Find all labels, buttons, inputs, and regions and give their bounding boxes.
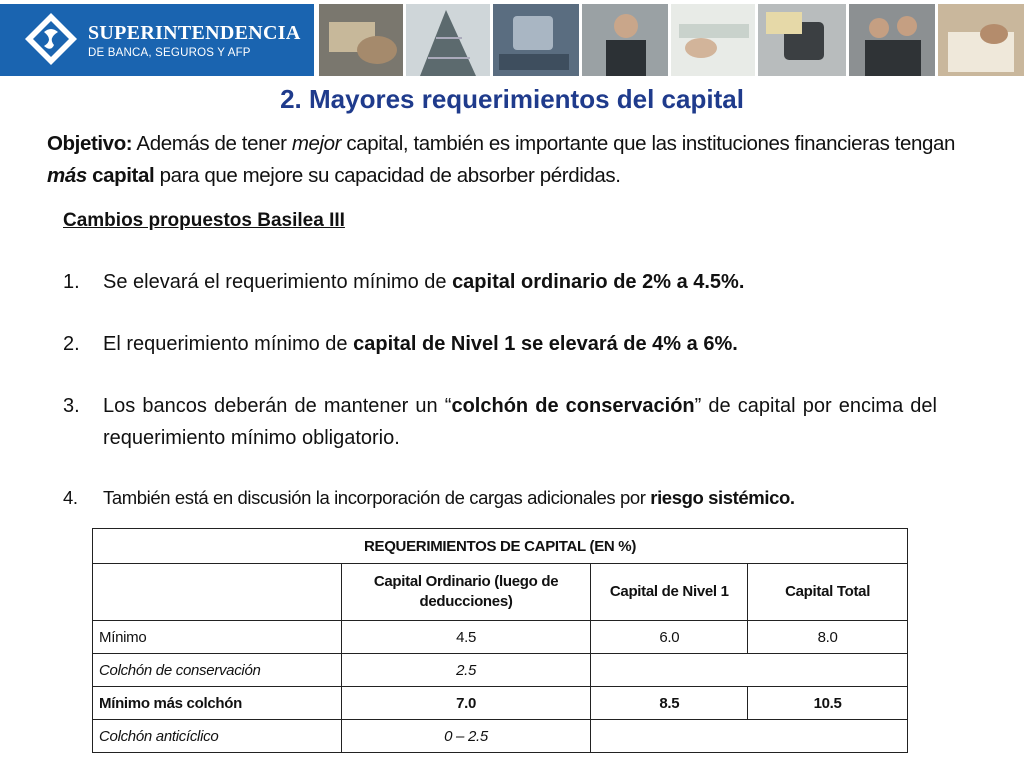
table-cell: 8.5 <box>591 687 748 720</box>
header-banner <box>0 0 1024 78</box>
table-cell <box>591 720 908 753</box>
objective-emphasis: más <box>47 164 87 187</box>
list-number: 1. <box>63 271 80 293</box>
logo-text-line2: DE BANCA, SEGUROS Y AFP <box>88 47 251 59</box>
list-text: ” de capital por encima del requerimiento mínimo obligatorio. <box>103 395 937 449</box>
table-cell: 8.0 <box>748 621 908 654</box>
list-text-bold: colchón de conservación <box>451 395 695 417</box>
table-cell: Colchón de conservación <box>93 654 342 687</box>
logo-text-line1: SUPERINTENDENCIA <box>88 22 301 44</box>
list-text-bold: capital de Nivel 1 se elevará de 4% a 6%. <box>353 333 738 355</box>
table-cell: Colchón anticíclico <box>93 720 342 753</box>
table-cell: 4.5 <box>341 621 591 654</box>
photo-card-terminal <box>758 4 846 76</box>
list-number: 2. <box>63 333 80 355</box>
list-text: Se elevará el requerimiento mínimo de <box>103 271 453 293</box>
objective-label: Objetivo: <box>47 132 133 155</box>
table-caption-row <box>93 529 908 564</box>
table-cell: Mínimo <box>93 621 342 654</box>
list-number: 3. <box>63 395 80 417</box>
objective-text: capital, también es importante que las instituciones financieras tengan <box>341 132 956 155</box>
list-text: También está en discusión la incorporación de cargas adicionales por <box>103 487 651 508</box>
list-text-bold: capital ordinario de 2% a 4.5%. <box>452 271 745 293</box>
capital-requirements-table <box>92 528 908 753</box>
objective-emphasis: mejor <box>291 132 342 155</box>
photo-hands-document <box>938 4 1024 76</box>
table-header-cell <box>93 564 342 621</box>
slide-title: 2. Mayores requerimientos del capital <box>280 84 744 114</box>
table-cell <box>591 654 908 687</box>
objective-emphasis: capital <box>92 164 155 187</box>
photo-building <box>406 4 490 76</box>
table-header-cell: Capital Total <box>748 564 908 621</box>
photo-meeting <box>849 4 935 76</box>
photo-handshake <box>671 4 755 76</box>
objective-text: para que mejore su capacidad de absorber pérdidas. <box>154 164 621 187</box>
table-cell: 2.5 <box>341 654 591 687</box>
objective-paragraph <box>47 128 977 192</box>
photo-keyboard <box>493 4 579 76</box>
table-cell: 7.0 <box>341 687 591 720</box>
photo-businessman <box>582 4 668 76</box>
list-text: El requerimiento mínimo de <box>103 333 354 355</box>
logo <box>0 4 314 76</box>
table-row <box>93 654 908 687</box>
table-caption: REQUERIMIENTOS DE CAPITAL (EN %) <box>93 529 908 564</box>
table-row <box>93 720 908 753</box>
diamond-logo-icon <box>24 12 78 66</box>
table-cell: Mínimo más colchón <box>93 687 342 720</box>
table-header-cell: Capital Ordinario (luego de deducciones) <box>341 564 591 621</box>
table-cell: 10.5 <box>748 687 908 720</box>
table-header-row <box>93 564 908 621</box>
table-cell: 6.0 <box>591 621 748 654</box>
section-heading: Cambios propuestos Basilea III <box>63 210 345 231</box>
list-text: Los bancos deberán de mantener un “ <box>103 395 452 417</box>
photo-card-hand <box>319 4 403 76</box>
table-cell: 0 – 2.5 <box>341 720 591 753</box>
objective-text: Además de tener <box>132 132 292 155</box>
table-row <box>93 621 908 654</box>
table-row <box>93 687 908 720</box>
list-text-bold: riesgo sistémico. <box>650 487 795 508</box>
list-number: 4. <box>63 487 78 508</box>
table-header-cell: Capital de Nivel 1 <box>591 564 748 621</box>
